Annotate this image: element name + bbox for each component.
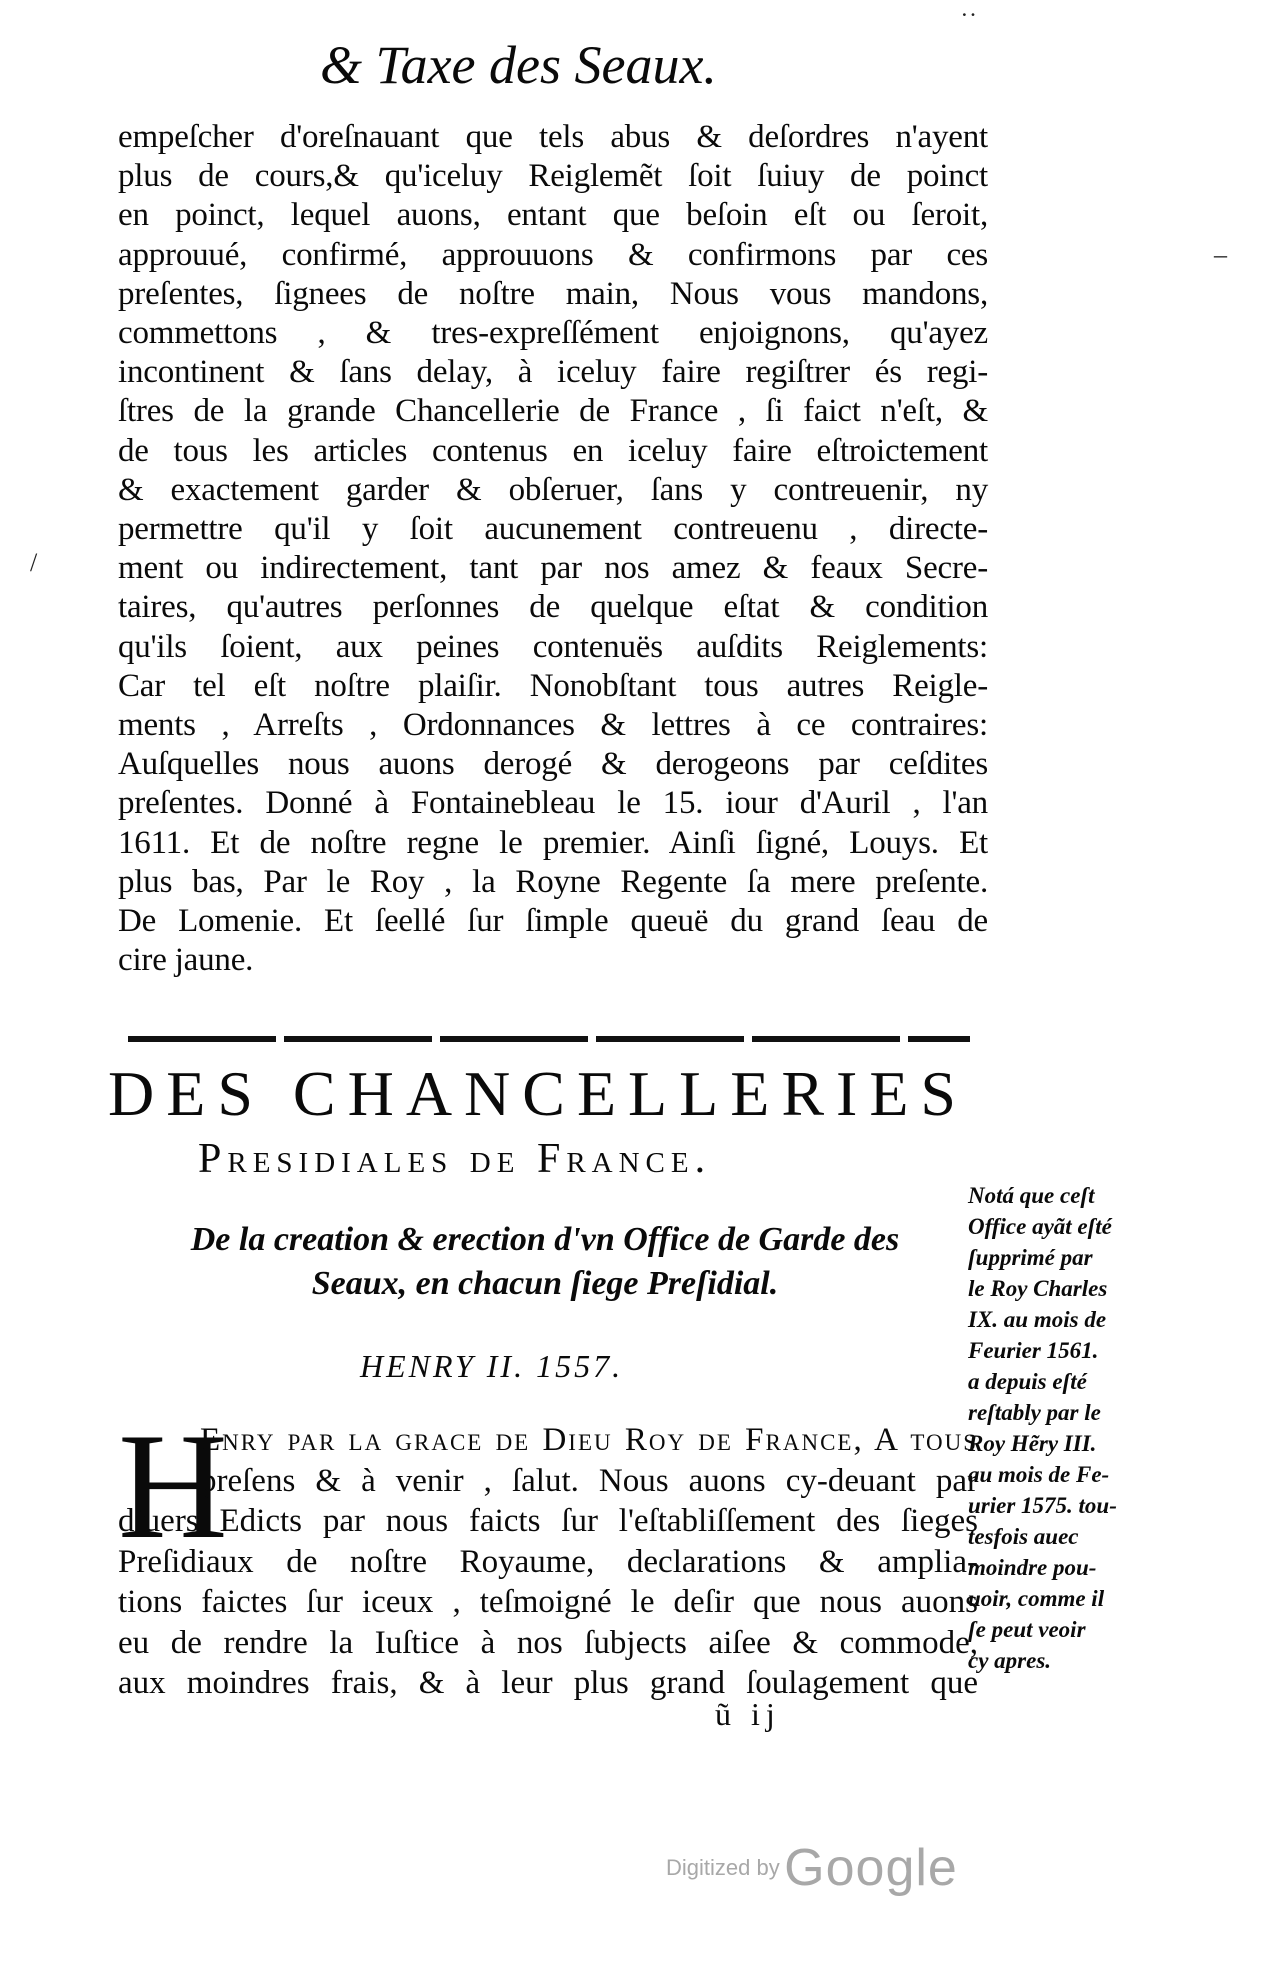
article-title [150,1218,940,1306]
text-line: Car tel eſt noſtre plaiſir. Nonobſtant tous autres Reigle- [118,667,988,704]
text-line: eu de rendre la Iuſtice à nos ſubjects aiſee & commode, [118,1624,978,1661]
margin-note-line: Notá que ceſt [968,1183,1095,1208]
text-line: approuué, confirmé, approuuons & confirmons par ces [118,236,988,273]
watermark-prefix: Digitized by [666,1855,780,1880]
margin-note-line: cy apres. [968,1648,1052,1673]
text-line: plus de cours,& qu'iceluy Reiglemẽt ſoit ſuiuy de poinct [118,158,988,195]
article-body [118,1420,978,1704]
margin-note-line: au mois de Fe- [968,1462,1110,1487]
drop-cap: H [118,1402,228,1570]
text-line: tions faictes ſur iceux , teſmoigné le deſir que nous auons [118,1584,978,1620]
text-line: commettons , & tres-expreſſément enjoignons, qu'ayez [118,315,988,352]
text-line: empeſcher d'oreſnauant que tels abus & deſordres n'ayent [118,119,988,155]
catchword: ũ ij [715,1696,781,1732]
article-title-line: De la creation & erection d'vn Office de Garde des [190,1221,900,1258]
text-line: ſtres de la grande Chancellerie de France , ſi faict n'eſt, & [118,393,988,430]
margin-note-line: Office ayãt eſté [968,1214,1112,1239]
margin-note-line: ſupprimé par [968,1245,1093,1270]
text-line: 1611. Et de noſtre regne le premier. Ainſi ſigné, Louys. Et [118,824,988,861]
text-line: plus bas, Par le Roy , la Royne Regente ſa mere preſente. [118,863,988,900]
margin-note-line: a depuis eſté [968,1369,1087,1394]
text-line: aux moindres frais, & à leur plus grand ſoulagement que [118,1665,978,1701]
article-title-line: Seaux, en chacun ſiege Preſidial. [311,1265,779,1302]
stray-mark: ˙˙ [960,8,978,37]
margin-note-line: Roy Hẽry III. [968,1431,1097,1456]
text-line: cire jaune. [118,942,254,979]
digitized-watermark [666,1838,958,1898]
text-line: ments , Arreſts , Ordonnances & lettres à ce contraires: [118,707,988,744]
text-line: Enry par la grace de Dieu Roy de France, A tous [200,1422,978,1458]
margin-note-line: urier 1575. tou- [968,1493,1117,1518]
text-line: ment ou indirectement, tant par nos amez & feaux Secre- [118,550,988,587]
margin-note [968,1180,1178,1676]
text-line: permettre qu'il y ſoit aucunement contreuenu , directe- [118,511,988,548]
section-title: DES CHANCELLERIES [108,1058,968,1129]
reign-heading: HENRY II. 1557. [360,1348,624,1384]
margin-note-line: IX. au mois de [968,1307,1107,1332]
text-line: preſentes, ſignees de noſtre main, Nous vous mandons, [118,275,988,312]
margin-note-line: le Roy Charles [968,1276,1108,1301]
text-line: diuers Edicts par nous faicts ſur l'eſtabliſſement des ſieges [118,1503,978,1539]
text-line: incontinent & ſans delay, à iceluy faire regiſtrer és regi- [118,354,988,391]
section-subtitle: Presidiales de France. [198,1136,712,1182]
text-line: preſens & à venir , ſalut. Nous auons cy-deuant par [200,1462,978,1499]
margin-note-line: Feurier 1561. [968,1338,1099,1363]
margin-note-line: reſtably par le [968,1400,1101,1425]
google-logo: Google [784,1839,958,1897]
text-line: en poinct, lequel auons, entant que beſoin eſt ou ſeroit, [118,197,988,234]
text-line: taires, qu'autres perſonnes de quelque eſtat & condition [118,589,988,626]
stray-mark: – [1214,240,1227,269]
margin-note-line: tesfois auec [968,1524,1079,1549]
text-line: de tous les articles contenus en iceluy faire eſtroictement [118,432,988,469]
top-paragraph [118,118,988,980]
margin-note-line: moindre pou- [968,1555,1097,1580]
text-line: Auſquelles nous auons derogé & derogeons par ceſdites [118,746,988,783]
running-head: & Taxe des Seaux. [320,35,717,95]
text-line: qu'ils ſoient, aux peines contenuës auſdits Reiglements: [118,628,988,665]
section-rule [128,1036,970,1042]
text-line: De Lomenie. Et ſeellé ſur ſimple queuë du grand ſeau de [118,903,988,940]
text-line: & exactement garder & obſeruer, ſans y contreuenir, ny [118,471,988,508]
margin-note-line: ſe peut veoir [968,1617,1086,1642]
margin-note-line: uoir, comme il [968,1586,1105,1611]
stray-mark: / [30,548,38,577]
text-line: Preſidiaux de noſtre Royaume, declarations & amplia- [118,1543,978,1580]
text-line: preſentes. Donné à Fontainebleau le 15. iour d'Auril , l'an [118,785,988,822]
